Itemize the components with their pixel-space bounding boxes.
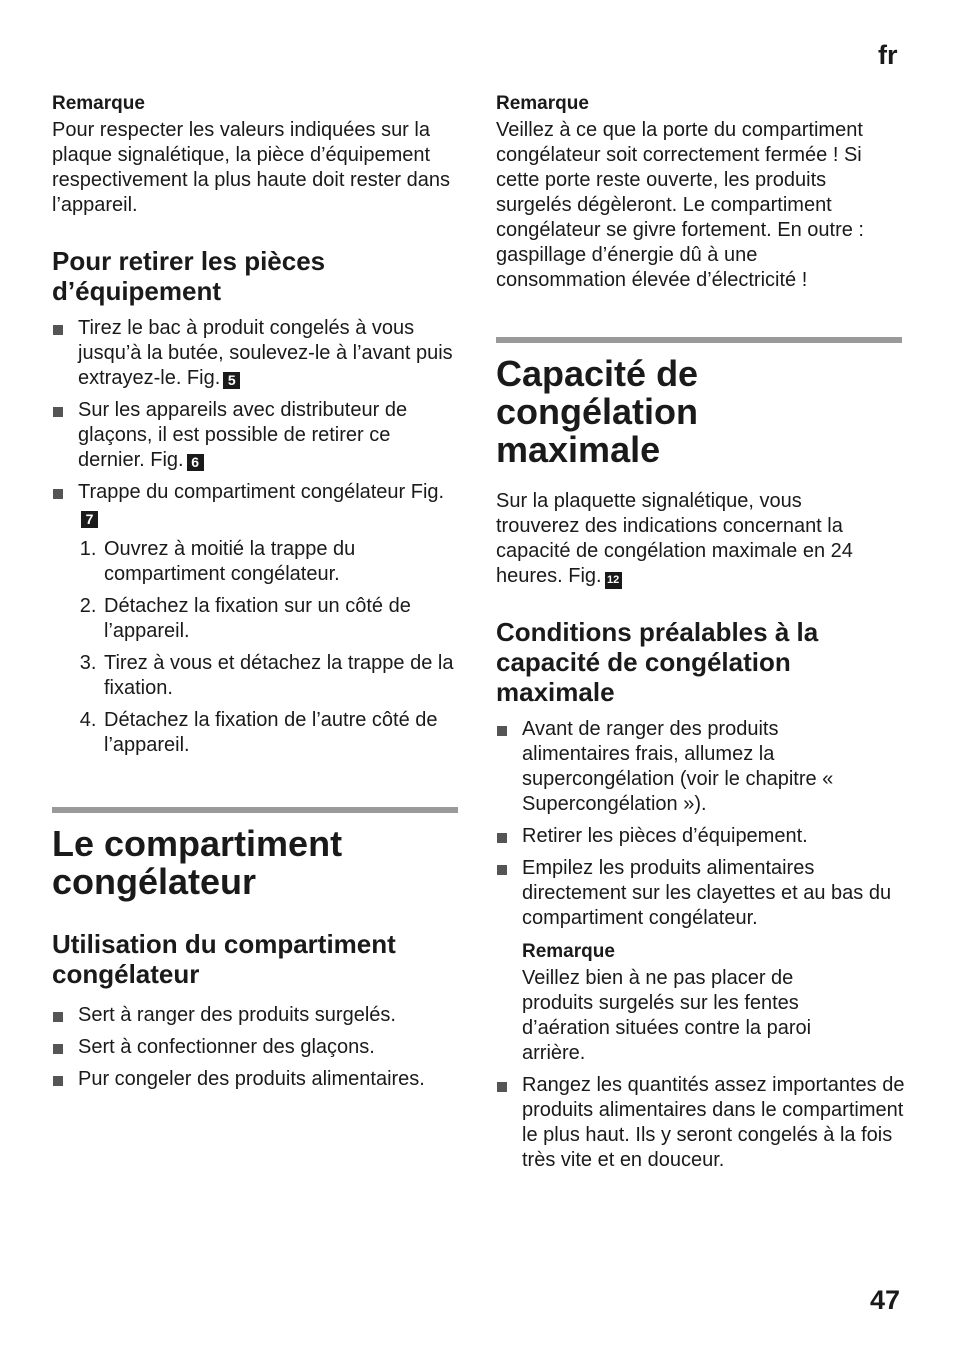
right-column: [496, 90, 906, 1180]
step-item: 4. Détachez la fixation de l’autre côté de l’appareil.: [102, 708, 462, 758]
list-item: Trappe du compartiment congélateur Fig.7: [52, 480, 458, 530]
list-item: Rangez les quantités assez importantes de produits alimentaires dans le compartiment le plus haut. Ils y seront congelés à la fois très vite et en douceur.: [496, 1073, 906, 1173]
conditions-heading: Conditions préalables à la capacité de congélation maximale: [496, 617, 819, 707]
step-item: 2. Détachez la fixation sur un côté de l’appareil.: [102, 594, 462, 644]
conditions-note: [496, 938, 906, 1066]
left-column: [52, 90, 462, 1099]
note-title: Remarque: [496, 93, 589, 114]
figure-ref: 12: [605, 572, 622, 589]
figure-ref: 5: [223, 372, 240, 389]
section-title: Le compartiment congélateur: [52, 823, 343, 902]
step-item: 3. Tirez à vous et détachez la trappe de la fixation.: [102, 651, 462, 701]
list-item: Tirez le bac à produit congelés à vous jusqu’à la butée, soulevez-le à l’avant puis extrayez-le. Fig. 5: [52, 316, 462, 391]
list-item: Sert à ranger des produits surgelés.: [52, 1003, 462, 1028]
list-item: Empilez les produits alimentaires directement sur les clayettes et au bas du compartiment congélateur.: [496, 856, 906, 931]
step-item: 1. Ouvrez à moitié la trappe du compartiment congélateur.: [102, 537, 462, 587]
conditions-list: [496, 717, 906, 931]
page-number: 47: [870, 1285, 901, 1315]
list-item: Sur les appareils avec distributeur de glaçons, il est possible de retirer ce dernier. Fig. 6: [52, 398, 462, 473]
note-title: Remarque: [522, 941, 615, 962]
note-text: Pour respecter les valeurs indiquées sur la plaque signalétique, la pièce d’équipement respectivement la plus haute doit rester dans l’appareil.: [52, 119, 450, 216]
figure-ref: 7: [81, 511, 98, 528]
list-item: Retirer les pièces d’équipement.: [496, 824, 906, 849]
section-title: Capacité de congélation maximale: [496, 353, 699, 470]
remove-parts-list: [52, 316, 462, 530]
conditions-list-last: [496, 1073, 906, 1173]
remove-parts-heading: Pour retirer les pièces d’équipement: [52, 246, 326, 306]
note-title: Remarque: [52, 93, 145, 114]
list-item: Sert à confectionner des glaçons.: [52, 1035, 462, 1060]
steps-list: [52, 537, 462, 758]
figure-ref: 6: [187, 454, 204, 471]
language-label: fr: [878, 40, 898, 70]
list-item: Pur congeler des produits alimentaires.: [52, 1067, 462, 1092]
note-text: Veillez à ce que la porte du compartiment congélateur soit correctement fermée ! Si cette porte reste ouverte, les produits surgelés dégèleront. Le compartiment congélateur se givre fortement. En outre : gaspillage d’énergie dû à une consommation élevée d’électricité !: [496, 119, 864, 291]
usage-heading: Utilisation du compartiment congélateur: [52, 929, 396, 989]
capacity-text: Sur la plaquette signalétique, vous trouverez des indications concernant la capacité de congélation maximale en 24 heures. Fig. 12: [496, 490, 853, 587]
note-text: Veillez bien à ne pas placer de produits surgelés sur les fentes d’aération situées contre la paroi arrière.: [522, 967, 812, 1064]
list-item: Avant de ranger des produits alimentaires frais, allumez la supercongélation (voir le chapitre « Supercongélation »).: [496, 717, 862, 817]
usage-list: [52, 1003, 462, 1092]
